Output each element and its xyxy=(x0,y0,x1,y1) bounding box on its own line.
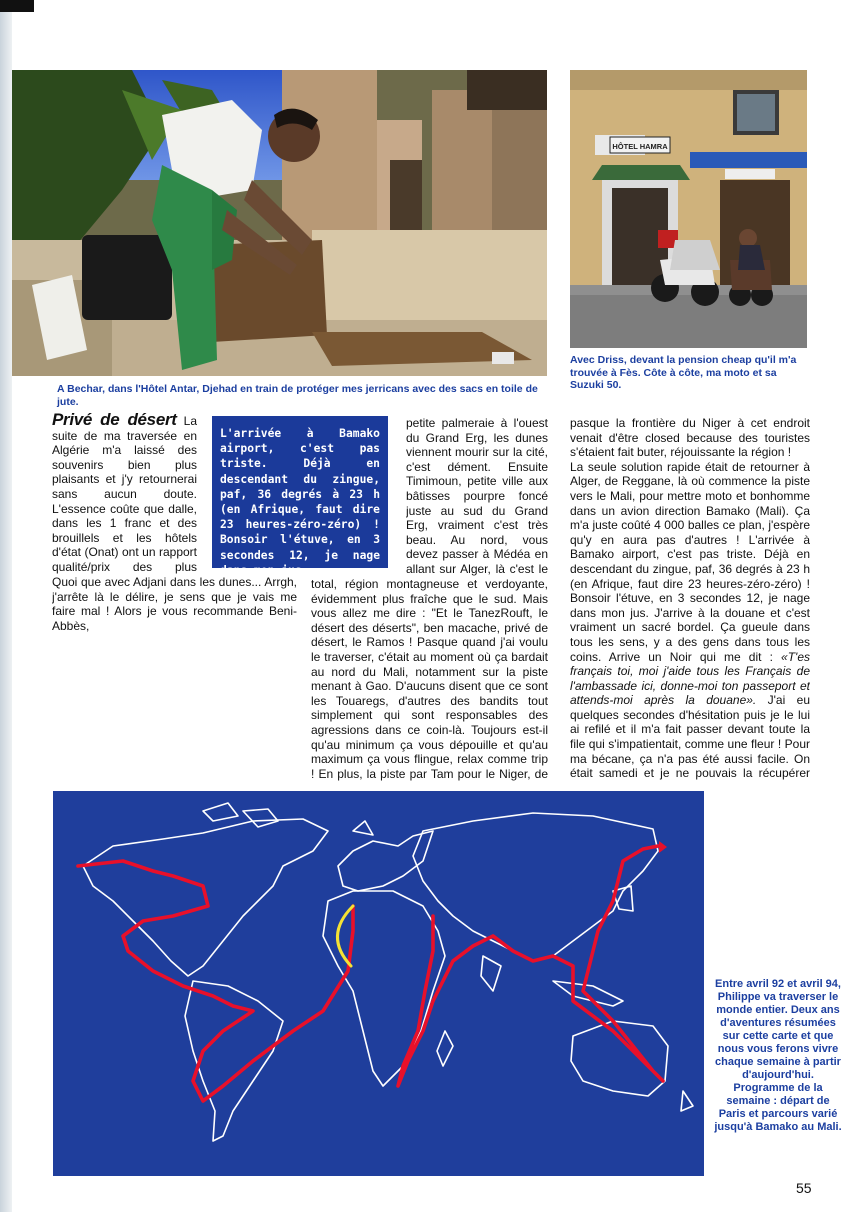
world-map-svg xyxy=(53,791,704,1176)
to-be-continued xyxy=(704,781,765,782)
column-3-paragraph-3-text: J'ai eu quelques secondes d'hésitation puis je le lui ai refilé et il m'a fait passer devant toute la file qui s'impatientait, comme une fleur ! Pour ma bécane, ça n'a pas été aussi facile. On était samedi et je ne pouvais la récupérer xyxy=(570,693,810,781)
continent-outlines xyxy=(83,803,693,1141)
column-2-bottom: total, région montagneuse et verdoyante, évidemment plus fraîche que le sud. Mais vous allez me dire : "Et le TanezRouft, le désert des déserts", ben macache, privé de désert, le Ramos ! Pasque quand j'ai voulu le traverser, c'était au moment où ça bardait au nord du Mali, notamment sur la piste menant à Gao. D'aucuns disent que ce sont les Touaregs, d'autres des bandits tout simplement qui sont responsables des agressions dans ce coin-là. Toujours est-il qu'au minimum ça vous dépouille et qu'au maximum ça vous flingue, relax comme trip ! En plus, la piste par Tam pour le Niger, de xyxy=(311,577,548,781)
customs-quote: «T'es français toi, moi j'aide tous les Français de l'ambassade ici, donne-moi ton passeport et attends-moi après la douane». xyxy=(570,649,810,708)
photo-bechar-jerricans xyxy=(12,70,547,376)
column-1-bottom xyxy=(52,575,297,780)
column-3-paragraph-2 xyxy=(570,460,810,782)
article-heading: Privé de désert xyxy=(52,413,177,429)
column-2-top: petite palmeraie à l'ouest du Grand Erg, les dunes viennent mourir sur la cité, c'est dément. Ensuite Timimoun, petite ville aux bâtisses pourpre foncé juste au sud du Grand Erg, vraiment c'est très beau. Au nord, vous devez passer à Médéa en allant sur Alger, là c'est le xyxy=(406,416,548,576)
page-number: 55 xyxy=(796,1180,812,1196)
column-3-paragraph-1: pasque la frontière du Niger à cet endroit venait d'être closed because des touristes s'étaient fait buter, réjouissante la région ! xyxy=(570,416,810,460)
left-photo-caption: A Bechar, dans l'Hôtel Antar, Djehad en train de protéger mes jerricans avec des sacs en toile de jute. xyxy=(57,383,538,408)
column-1-top xyxy=(52,413,197,575)
photo-bechar-illustration xyxy=(12,70,547,376)
right-photo-caption: Avec Driss, devant la pension cheap qu'il m'a trouvée à Fès. Côte à côte, ma moto et sa Suzuki 50. xyxy=(570,354,797,391)
pull-quote: L'arrivée à Bamako airport, c'est pas triste. Déjà en descendant du zingue, paf, 36 degrés à 23 h (en Afrique, faut dire 23 heures-zéro-zéro) ! Bonsoir l'étuve, en 3 secondes 12, je nage dans mon jus. xyxy=(212,416,388,568)
map-caption: Entre avril 92 et avril 94, Philippe va traverser le monde entier. Deux ans d'aventures résumées sur cette carte et que nous vous ferons vivre chaque semaine à partir d'aujourd'hui. Programme de la semaine : départ de Paris et parcours varié jusqu'à Bamako au Mali. xyxy=(714,978,842,1133)
corner-mark xyxy=(0,0,34,12)
column-3 xyxy=(570,416,810,782)
photo-fes-illustration xyxy=(570,70,807,348)
hotel-sign-text: HÔTEL HAMRA xyxy=(612,142,668,151)
photo-fes-pension xyxy=(570,70,807,348)
column-1-paragraph-2: Quoi que avec Adjani dans les dunes... Arrgh, j'arrête là le délire, je sens que je vais me faire mal ! Alors je vous recommande Beni-Abbès, xyxy=(52,575,297,633)
page-spine-edge xyxy=(0,0,12,1212)
world-route-map xyxy=(53,791,704,1176)
column-1-intro: La suite de ma traversée en Algérie m'a laissé des souvenirs bien plus plaisants et j'y retournerai sans aucun doute. L'essence coûte que dalle, dans les 1 franc et des brouillels et les hôtels d'état (Onat) ont un rapport qualité/prix des plus xyxy=(52,414,197,574)
column-3-paragraph-2-text: La seule solution rapide était de retourner à Alger, de Reggane, là où commence la piste vers le Mali, pour mettre moto et bonhomme dans un avion direction Bamako (Mali). Ça m'a juste coûté 4 000 balles ce plan, j'espère qu'y en aura pas d'autres ! L'arrivée à Bamako airport, c'est pas triste. Déjà en descendant du zingue, paf, 36 degrés à 23 h (en Afrique, faut dire 23 heures-zéro-zéro) ! Bonsoir l'étuve, en 3 secondes 12, je nage dans mon jus. J'arrive à la douane et c'est vraiment un sacré bordel. Ça gueule dans tous les sens, y a des gens dans tous les coins. Arrive un Noir qui me dit : xyxy=(570,459,810,664)
route-arrow-icon xyxy=(659,841,667,853)
